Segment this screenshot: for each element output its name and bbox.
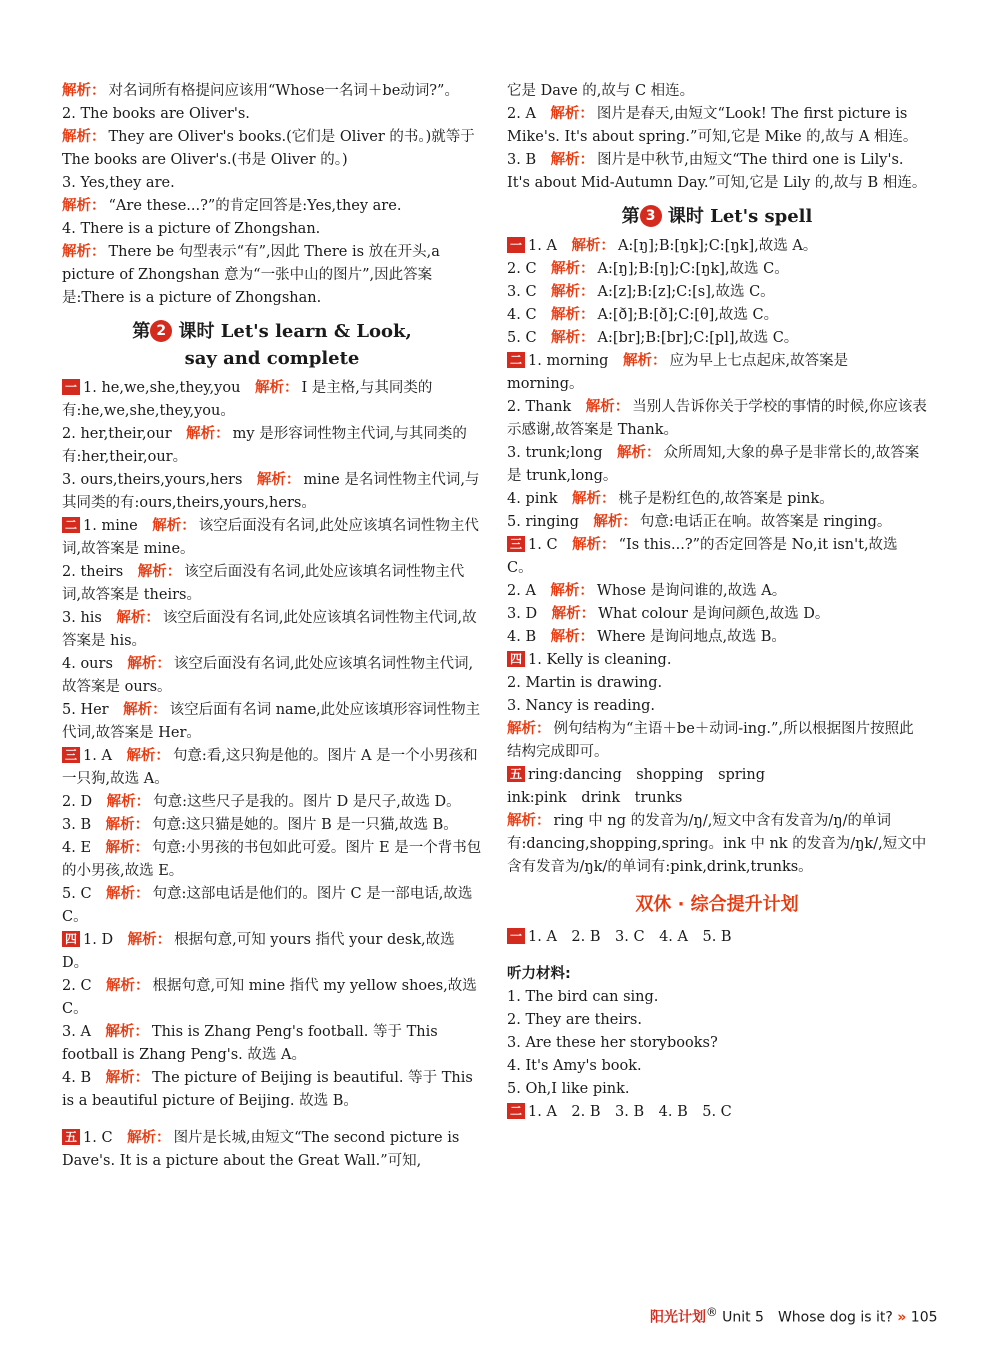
section-number-badge: 五 xyxy=(62,1129,80,1145)
text-line xyxy=(507,80,927,103)
answer-text: 1. morning xyxy=(528,353,609,369)
analysis-label: 解析： xyxy=(123,702,167,718)
answer-text: 2. C xyxy=(507,261,537,277)
text-line xyxy=(507,1055,927,1078)
explanation-text: 根据句意,可知 yours 指代 your desk,故选 D。 xyxy=(62,932,455,971)
answer-text: 3. trunk;long xyxy=(507,445,603,461)
analysis-label: 解析： xyxy=(622,353,667,369)
explanation-text: 句意:这些尺子是我的。图片 D 是尺子,故选 D。 xyxy=(153,794,461,810)
explanation-text: 该空后面没有名词,此处应该填名词性物主代词,故答案是 ours。 xyxy=(62,656,474,695)
explanation-text: 句意:电话正在响。故答案是 ringing。 xyxy=(639,514,892,530)
answer-text: 3. B xyxy=(507,152,537,168)
text-line xyxy=(62,103,482,126)
answer-item xyxy=(507,350,927,396)
analysis-label: 解析： xyxy=(127,932,172,948)
explanation-text: 图片是春天,由短文“Look! The first picture is Mike's. It's about spring.”可知,它是 Mike 的,故与 A 相连。 xyxy=(507,106,918,145)
registered-mark: ® xyxy=(706,1305,718,1319)
explanation-text: 当别人告诉你关于学校的事情的时候,你应该表示感谢,故答案是 Thank。 xyxy=(507,399,927,438)
section-number-badge: 一 xyxy=(507,928,525,944)
answer-item xyxy=(507,149,927,195)
answer-text: ring:dancing shopping spring xyxy=(528,767,765,783)
lesson-heading xyxy=(62,318,482,372)
answer-text: 4. pink xyxy=(507,491,558,507)
answer-item xyxy=(62,653,482,699)
right-column xyxy=(507,80,927,1124)
analysis-label: 解析： xyxy=(106,978,150,994)
text-line xyxy=(62,172,482,195)
analysis-label: 解析： xyxy=(106,794,151,810)
unit-title: Unit 5 Whose dog is it? xyxy=(722,1309,893,1326)
answer-text: 2. D xyxy=(62,794,93,810)
lesson-prefix: 第 xyxy=(132,321,151,342)
answer-text: 2. A xyxy=(507,106,536,122)
analysis-label: 解析： xyxy=(585,399,630,415)
answer-item xyxy=(507,626,927,649)
answer-text: 5. C xyxy=(62,886,92,902)
answer-text: 2. C xyxy=(62,978,92,994)
arrow-icon: » xyxy=(897,1309,907,1326)
answer-item xyxy=(507,1101,927,1124)
analysis-label: 解析： xyxy=(550,629,595,645)
lesson-prefix: 第 xyxy=(621,206,640,227)
explanation-text: 4. There is a picture of Zhongshan. xyxy=(62,221,321,237)
analysis-label: 解析： xyxy=(62,244,106,260)
explanation-text: 应为早上七点起床,故答案是 morning。 xyxy=(507,353,849,392)
answer-item xyxy=(507,258,927,281)
explanation-text: 该空后面没有名词,此处应该填名词性物主代词,故答案是 theirs。 xyxy=(62,564,465,603)
section-number-badge: 三 xyxy=(507,536,525,552)
left-column xyxy=(62,80,482,1173)
analysis-label: 解析： xyxy=(551,261,595,277)
section-number-badge: 二 xyxy=(62,517,80,533)
text-line xyxy=(507,787,927,810)
section-number-badge: 四 xyxy=(62,931,80,947)
analysis-label: 解析： xyxy=(105,840,150,856)
answer-item xyxy=(62,126,482,172)
analysis-label: 解析： xyxy=(106,886,150,902)
answer-text: 1. C xyxy=(83,1130,113,1146)
text-line xyxy=(507,695,927,718)
explanation-text: 2. Martin is drawing. xyxy=(507,675,663,691)
answer-item xyxy=(62,241,482,310)
section-number-badge: 三 xyxy=(62,747,80,763)
explanation-text: my 是形容词性物主代词,与其同类的有:her,their,our。 xyxy=(62,426,467,465)
analysis-label: 解析： xyxy=(105,817,150,833)
spacer xyxy=(507,949,927,963)
answer-item xyxy=(507,534,927,580)
answer-text: 1. mine xyxy=(83,518,138,534)
answer-item xyxy=(507,810,927,879)
answer-item xyxy=(62,929,482,975)
analysis-label: 解析： xyxy=(62,129,106,145)
explanation-text: 句意:看,这只狗是他的。图片 A 是一个小男孩和一只狗,故选 A。 xyxy=(62,748,478,787)
answer-text: 1. A xyxy=(83,748,112,764)
analysis-label: 解析： xyxy=(256,472,301,488)
explanation-text: 该空后面没有名词,此处应该填名词性物主代词,故答案是 mine。 xyxy=(62,518,479,557)
page-number: 105 xyxy=(910,1309,938,1326)
answer-item xyxy=(62,975,482,1021)
explanation-text: This is Zhang Peng's football. 等于 This football is Zhang Peng's. 故选 A。 xyxy=(62,1024,438,1063)
answer-text: 1. D xyxy=(83,932,114,948)
explanation-text: The picture of Beijing is beautiful. 等于 This is a beautiful picture of Beijing. 故选 B。 xyxy=(62,1070,473,1109)
answer-item xyxy=(62,699,482,745)
analysis-label: 解析： xyxy=(572,491,616,507)
text-line xyxy=(507,986,927,1009)
text-line xyxy=(507,1009,927,1032)
lesson-heading xyxy=(507,203,927,230)
explanation-text: 3. Yes,they are. xyxy=(62,175,175,191)
answer-item xyxy=(507,442,927,488)
answer-item xyxy=(507,926,927,949)
explanation-text: 桃子是粉红色的,故答案是 pink。 xyxy=(618,491,834,507)
section-number-badge: 四 xyxy=(507,651,525,667)
answer-text: 3. his xyxy=(62,610,102,626)
analysis-label: 解析： xyxy=(507,721,551,737)
explanation-text: 5. Oh,I like pink. xyxy=(507,1081,630,1097)
explanation-text: A:[ŋ];B:[ŋk];C:[ŋk],故选 A。 xyxy=(617,238,818,254)
explanation-text: “Are these...?”的肯定回答是:Yes,they are. xyxy=(108,198,402,214)
answer-text: 3. B xyxy=(62,817,92,833)
analysis-label: 解析： xyxy=(186,426,230,442)
answer-item xyxy=(62,469,482,515)
explanation-text: 2. The books are Oliver's. xyxy=(62,106,250,122)
answer-item xyxy=(62,607,482,653)
answer-text: 3. D xyxy=(507,606,538,622)
answer-item xyxy=(507,718,927,764)
answer-text: 3. C xyxy=(507,284,537,300)
section-number-badge: 二 xyxy=(507,352,525,368)
text-line xyxy=(507,1032,927,1055)
answer-text: 4. B xyxy=(507,629,537,645)
answer-item xyxy=(507,488,927,511)
answer-item xyxy=(507,103,927,149)
answer-text: 1. Kelly is cleaning. xyxy=(528,652,672,668)
explanation-text: 图片是中秋节,由短文“The third one is Lily's. It's about Mid-Autumn Day.”可知,它是 Lily 的,故与 B 相连。 xyxy=(507,152,927,191)
explanation-text: ink:pink drink trunks xyxy=(507,790,683,806)
analysis-label: 解析： xyxy=(572,537,616,553)
analysis-label: 解析： xyxy=(127,1130,171,1146)
section-number-badge: 一 xyxy=(507,237,525,253)
explanation-text: ring 中 ng 的发音为/ŋ/,短文中含有发音为/ŋ/的单词有:dancing,shopping,spring。ink 中 nk 的发音为/ŋk/,短文中含有发音为/ŋk/的单词有:pink,drink,trunks。 xyxy=(507,813,927,875)
analysis-label: 解析： xyxy=(105,1024,149,1040)
explanation-text: 它是 Dave 的,故与 C 相连。 xyxy=(507,83,695,99)
text-line xyxy=(62,218,482,241)
answer-text: 4. ours xyxy=(62,656,113,672)
explanation-text: They are Oliver's books.(它们是 Oliver 的书。)就等于 The books are Oliver's.(书是 Oliver 的。) xyxy=(62,129,475,168)
brand-label: 阳光计划 xyxy=(650,1309,706,1326)
answer-item xyxy=(507,764,927,787)
answer-text: 5. ringing xyxy=(507,514,579,530)
explanation-text: A:[ŋ];B:[ŋ];C:[ŋk],故选 C。 xyxy=(597,261,789,277)
explanation-text: 3. Nancy is reading. xyxy=(507,698,656,714)
section-number-badge: 二 xyxy=(507,1103,525,1119)
answer-item xyxy=(62,883,482,929)
section-number-badge: 一 xyxy=(62,379,80,395)
analysis-label: 解析： xyxy=(551,284,595,300)
lesson-number-badge: 3 xyxy=(640,205,662,227)
answer-item xyxy=(507,327,927,350)
analysis-label: 解析： xyxy=(137,564,182,580)
answer-text: 3. A xyxy=(62,1024,91,1040)
answer-text: 2. A xyxy=(507,583,536,599)
explanation-text: A:[z];B:[z];C:[s],故选 C。 xyxy=(597,284,775,300)
answer-item xyxy=(62,515,482,561)
analysis-label: 解析： xyxy=(550,583,594,599)
answer-text: 1. C xyxy=(528,537,558,553)
answer-item xyxy=(62,1067,482,1113)
explanation-text: I 是主格,与其同类的有:he,we,she,they,you。 xyxy=(62,380,433,419)
answer-item xyxy=(507,580,927,603)
answer-text: 1. A 2. B 3. C 4. A 5. B xyxy=(528,929,732,945)
answer-item xyxy=(62,791,482,814)
answer-text: 2. theirs xyxy=(62,564,124,580)
answer-text: 4. C xyxy=(507,307,537,323)
analysis-label: 解析： xyxy=(254,380,299,396)
analysis-label: 解析： xyxy=(551,307,595,323)
answer-item xyxy=(62,1127,482,1173)
explanation-text: A:[br];B:[br];C:[pl],故选 C。 xyxy=(597,330,799,346)
explanation-text: “Is this...?”的否定回答是 No,it isn't,故选 C。 xyxy=(507,537,898,576)
answer-text: 5. Her xyxy=(62,702,109,718)
answer-item xyxy=(507,304,927,327)
explanation-text: 根据句意,可知 mine 指代 my yellow shoes,故选 C。 xyxy=(62,978,477,1017)
answer-text: 1. A 2. B 3. B 4. B 5. C xyxy=(528,1104,732,1120)
analysis-label: 解析： xyxy=(551,606,596,622)
section-banner: 双休 · 综合提升计划 xyxy=(635,894,799,915)
explanation-text: 该空后面没有名词,此处应该填名词性物主代词,故答案是 his。 xyxy=(62,610,477,649)
answer-item xyxy=(62,80,482,103)
answer-text: 2. Thank xyxy=(507,399,572,415)
answer-item xyxy=(62,745,482,791)
analysis-label: 解析： xyxy=(62,198,106,214)
spacer xyxy=(62,1113,482,1127)
answer-item xyxy=(62,195,482,218)
explanation-text: Where 是询问地点,故选 B。 xyxy=(597,629,786,645)
analysis-label: 解析： xyxy=(551,330,595,346)
explanation-text: 句意:小男孩的书包如此可爱。图片 E 是一个背书包的小男孩,故选 E。 xyxy=(62,840,482,879)
answer-text: 1. he,we,she,they,you xyxy=(83,380,241,396)
explanation-text: What colour 是询问颜色,故选 D。 xyxy=(598,606,830,622)
analysis-label: 解析： xyxy=(126,748,170,764)
answer-text: 1. A xyxy=(528,238,557,254)
explanation-text: 图片是长城,由短文“The second picture is Dave's. It is a picture about the Great Wall.”可知, xyxy=(62,1130,460,1169)
analysis-label: 解析： xyxy=(593,514,637,530)
explanation-text: 该空后面有名词 name,此处应该填形容词性物主代词,故答案是 Her。 xyxy=(62,702,481,741)
answer-item xyxy=(507,603,927,626)
explanation-text: 对名词所有格提问应该用“Whose一名词＋be动词?”。 xyxy=(108,83,459,99)
explanation-text: 2. They are theirs. xyxy=(507,1012,642,1028)
lesson-title: 课时 Let's learn & Look, xyxy=(178,321,412,342)
explanation-text: 句意:这部电话是他们的。图片 C 是一部电话,故选 C。 xyxy=(62,886,473,925)
answer-item xyxy=(507,281,927,304)
analysis-label: 解析： xyxy=(116,610,160,626)
answer-text: 5. C xyxy=(507,330,537,346)
answer-item xyxy=(62,561,482,607)
answer-item xyxy=(62,377,482,423)
answer-item xyxy=(507,649,927,672)
analysis-label: 解析： xyxy=(571,238,615,254)
analysis-label: 解析： xyxy=(127,656,171,672)
answer-item xyxy=(62,1021,482,1067)
explanation-text: 众所周知,大象的鼻子是非常长的,故答案是 trunk,long。 xyxy=(507,445,920,484)
explanation-text: 例句结构为“主语＋be＋动词-ing.”,所以根据图片按照此结构完成即可。 xyxy=(507,721,914,760)
answer-item xyxy=(62,423,482,469)
explanation-text: Whose 是询问谁的,故选 A。 xyxy=(596,583,787,599)
explanation-text: A:[ð];B:[ð];C:[θ],故选 C。 xyxy=(597,307,779,323)
analysis-label: 解析： xyxy=(62,83,106,99)
answer-text: 2. her,their,our xyxy=(62,426,172,442)
explanation-text: 句意:这只猫是她的。图片 B 是一只猫,故选 B。 xyxy=(152,817,458,833)
analysis-label: 解析： xyxy=(507,813,551,829)
explanation-text: 3. Are these her storybooks? xyxy=(507,1035,718,1051)
answer-item xyxy=(507,511,927,534)
lesson-number-badge: 2 xyxy=(150,320,172,342)
section-number-badge: 五 xyxy=(507,766,525,782)
answer-text: 4. B xyxy=(62,1070,92,1086)
explanation-text: There be 句型表示“有”,因此 There is 放在开头,a picture of Zhongshan 意为“一张中山的图片”,因此答案是:There is a picture of Zhongshan. xyxy=(62,244,440,306)
lesson-title: 课时 Let's spell xyxy=(667,206,813,227)
answer-item xyxy=(62,814,482,837)
explanation-text: 1. The bird can sing. xyxy=(507,989,659,1005)
lesson-title-line2: say and complete xyxy=(184,348,360,369)
analysis-label: 解析： xyxy=(550,106,594,122)
answer-item xyxy=(507,396,927,442)
answer-item xyxy=(507,235,927,258)
answer-text: 3. ours,theirs,yours,hers xyxy=(62,472,243,488)
listening-heading: 听力材料: xyxy=(507,966,571,982)
explanation-text: 4. It's Amy's book. xyxy=(507,1058,642,1074)
answer-text: 4. E xyxy=(62,840,92,856)
answer-item xyxy=(62,837,482,883)
analysis-label: 解析： xyxy=(152,518,196,534)
text-line xyxy=(507,1078,927,1101)
analysis-label: 解析： xyxy=(105,1070,150,1086)
analysis-label: 解析： xyxy=(550,152,595,168)
explanation-text: mine 是名词性物主代词,与其同类的有:ours,theirs,yours,hers。 xyxy=(62,472,480,511)
page-footer xyxy=(650,1305,938,1327)
analysis-label: 解析： xyxy=(617,445,661,461)
text-line xyxy=(507,672,927,695)
